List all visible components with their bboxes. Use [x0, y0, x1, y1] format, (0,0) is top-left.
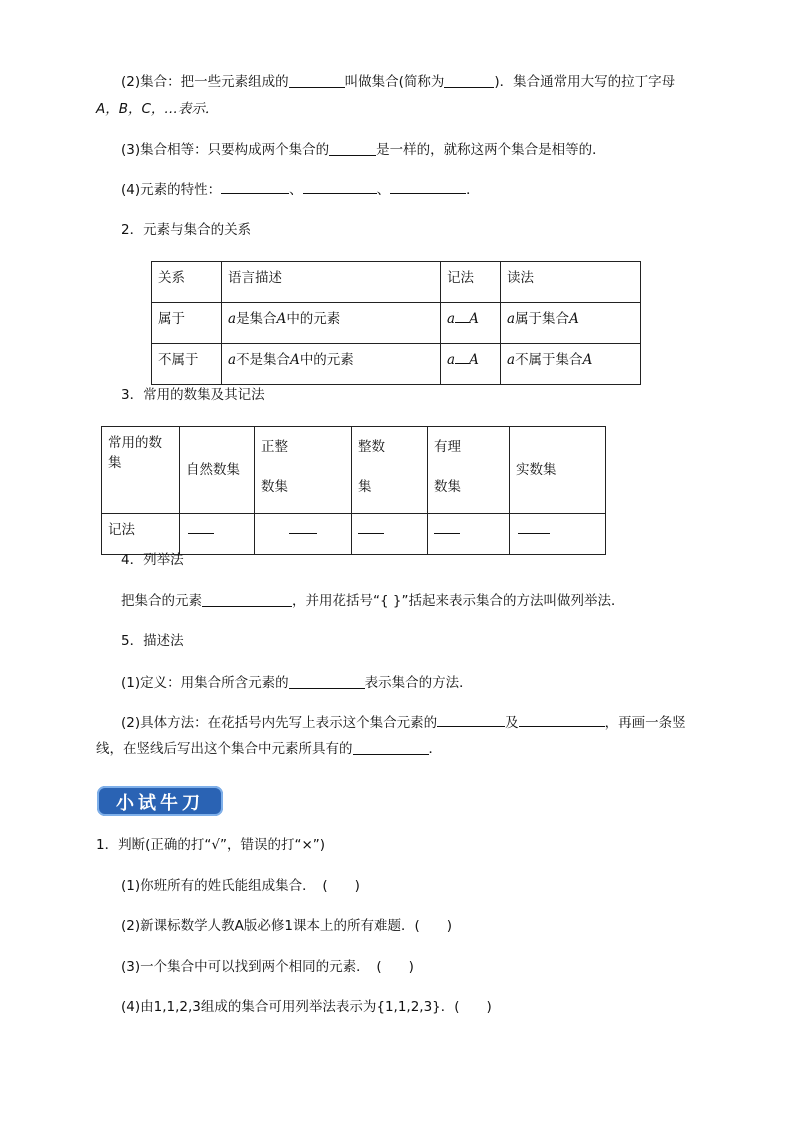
line-description-method: (2)具体方法：在花括号内先写上表示这个集合元素的 及 ，再画一条竖 [121, 715, 686, 731]
line-set-definition: (2)集合：把一些元素组成的 叫做集合(简称为 )．集合通常用大写的拉丁字母 [121, 74, 676, 90]
question-1-3: (3)一个集合中可以找到两个相同的元素． ( ) [121, 959, 414, 975]
table-row: 属于 a是集合A中的元素 a A a属于集合A [152, 303, 641, 344]
blank[interactable] [303, 181, 377, 194]
cell-notation: a A [441, 303, 501, 344]
blank[interactable] [329, 141, 376, 156]
blank[interactable] [221, 181, 289, 194]
blank[interactable] [518, 521, 550, 534]
cell-desc: a是集合A中的元素 [222, 303, 441, 344]
table-row: 不属于 a不是集合A中的元素 a A a不属于集合A [152, 344, 641, 385]
blank[interactable] [434, 521, 460, 534]
table-element-relation [151, 261, 641, 385]
heading-3: 3．常用的数集及其记法 [121, 387, 265, 403]
blank[interactable] [390, 181, 466, 194]
section-badge: 小试牛刀 [97, 786, 223, 816]
table-row: 常用的数集 自然数集 正整 数集 整数 集 有理 数集 实数集 [102, 427, 606, 514]
blank[interactable] [202, 592, 292, 607]
blank[interactable] [289, 521, 317, 534]
blank[interactable] [437, 714, 505, 727]
cell-notation: a A [441, 344, 501, 385]
table-row: 记法 [102, 514, 606, 555]
question-1-1: (1)你班所有的姓氏能组成集合． ( ) [121, 878, 360, 894]
blank[interactable] [353, 740, 429, 755]
blank[interactable] [444, 73, 494, 88]
line-description-def: (1)定义：用集合所含元素的 表示集合的方法． [121, 675, 473, 691]
line-set-equality: (3)集合相等：只要构成两个集合的 是一样的，就称这两个集合是相等的． [121, 142, 606, 158]
question-1-2: (2)新课标数学人教A版必修1课本上的所有难题．( ) [121, 918, 452, 934]
question-1: 1．判断(正确的打“√”，错误的打“×”) [96, 837, 326, 853]
line-element-properties: (4)元素的特性： 、 、 ． [121, 182, 480, 198]
blank[interactable] [289, 674, 365, 689]
table-number-sets [101, 426, 606, 555]
blank[interactable] [289, 73, 345, 88]
cell-read: a属于集合A [501, 303, 641, 344]
blank[interactable] [455, 351, 469, 364]
blank[interactable] [455, 310, 469, 323]
line-listing-method: 把集合的元素 ，并用花括号“{ }”括起来表示集合的方法叫做列举法． [121, 593, 625, 609]
blank[interactable] [519, 714, 605, 727]
question-1-4: (4)由1,1,2,3组成的集合可用列举法表示为{1,1,2,3}．( ) [121, 999, 492, 1015]
table-row: 关系 语言描述 记法 读法 [152, 262, 641, 303]
blank[interactable] [188, 521, 214, 534]
blank[interactable] [358, 521, 384, 534]
heading-4: 4．列举法 [121, 552, 184, 568]
heading-2: 2．元素与集合的关系 [121, 222, 252, 238]
heading-5: 5．描述法 [121, 633, 184, 649]
line-set-notation: A，B，C，…表示． [96, 101, 219, 117]
cell-read: a不属于集合A [501, 344, 641, 385]
cell-desc: a不是集合A中的元素 [222, 344, 441, 385]
line-description-method-cont: 线，在竖线后写出这个集合中元素所具有的 ． [96, 741, 442, 757]
